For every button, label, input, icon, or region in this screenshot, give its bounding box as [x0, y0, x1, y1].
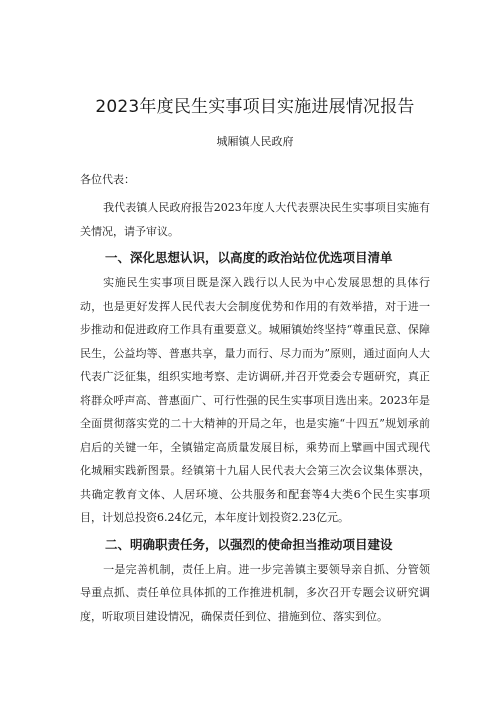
section-heading-2: 二、明确职责任务，以强烈的使命担当推动项目建设 [105, 536, 393, 552]
section-paragraph-2: 一是完善机制，责任上肩。进一步完善镇主要领导亲自抓、分管领导重点抓、责任单位具体抓的工作推进机制，多次召开专题会议研究调度，听取项目建设情况，确保责任到位、措施到位、落实到位。 [80, 562, 430, 623]
section-paragraph-1: 实施民生实事项目既是深入践行以人民为中心发展思想的具体行动，也是更好发挥人民代表大会制度优势和作用的有效举措，对于进一步推动和促进政府工作具有重要意义。城厢镇始终坚持“尊重民意、保障民生，公益均等、普惠共享，量力而行、尽力而为”原则，通过面向人大代表广泛征集，组织实地考察、走访调研,并召开党委会专题研究，真正将群众呼声高、普惠面广、可行性强的民生实事项目选出来。2023年是全面贯彻落实党的二十大精神的开局之年，也是实施“十四五”规划承前启后的关键一年，全镇锚定高质量发展目标，乘势而上擘画中国式现代化城厢实践新图景。经镇第十九届人民代表大会第三次会议集体票决，共确定教育文体、人居环境、公共服务和配套等4大类6个民生实事项目，计划总投资6.24亿元，本年度计划投资2.23亿元。 [80, 276, 430, 524]
issuer-name: 城厢镇人民政府 [216, 135, 294, 148]
intro-paragraph: 我代表镇人民政府报告2023年度人大代表票决民生实事项目实施有关情况，请予审议。 [80, 201, 430, 238]
section-heading-1: 一、深化思想认识，以高度的政治站位优选项目清单 [105, 250, 393, 265]
salutation: 各位代表： [80, 173, 135, 186]
document-title: 2023年度民生实事项目实施进展情况报告 [95, 97, 415, 117]
